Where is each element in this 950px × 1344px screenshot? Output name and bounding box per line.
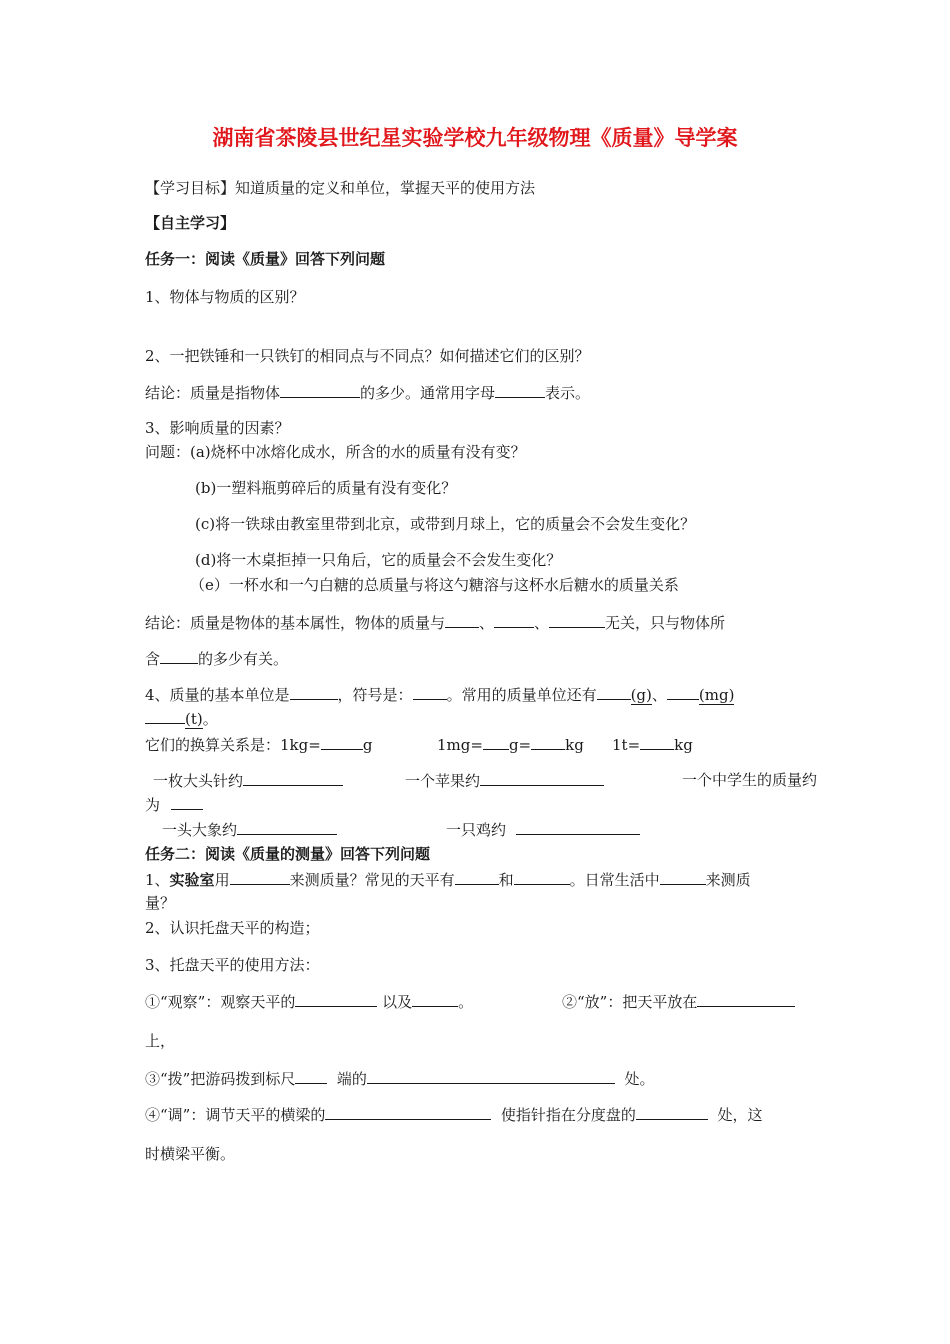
question-b: (b)一塑料瓶剪碎后的质量有没有变化？ — [195, 479, 457, 497]
step-text: 处，这 — [717, 1106, 763, 1124]
task1-question-2: 2、一把铁锤和一只铁钉的相同点与不同点？如何描述它们的区别？ — [145, 347, 590, 365]
blank-field[interactable] — [667, 684, 699, 700]
conversion-unit: kg — [674, 736, 693, 754]
estimate-student-cont — [145, 794, 203, 815]
question-text: 用 — [214, 871, 230, 889]
blank-field[interactable] — [636, 1104, 708, 1120]
separator: 、 — [479, 614, 495, 632]
conversion-unit: g — [362, 736, 373, 754]
blank-field[interactable] — [160, 648, 198, 664]
blank-field[interactable] — [413, 684, 447, 700]
step-text: 使指针指在分度盘的 — [500, 1106, 636, 1124]
blank-field[interactable] — [290, 684, 338, 700]
blank-field[interactable] — [445, 612, 479, 628]
estimate-chicken — [446, 819, 640, 840]
task2-question-1 — [145, 869, 751, 890]
blank-field[interactable] — [295, 1068, 327, 1084]
conclusion-2 — [145, 612, 725, 633]
blank-field[interactable] — [412, 991, 458, 1007]
estimate-text: 一个苹果约 — [405, 772, 481, 790]
step-text: ④“调”：调节天平的横梁的 — [145, 1106, 326, 1124]
estimate-text: 一枚大头针约 — [153, 772, 244, 790]
self-study-heading: 【自主学习】 — [145, 214, 236, 232]
estimate-elephant — [162, 819, 337, 840]
step-slide — [145, 1068, 654, 1089]
conclusion-2-text: 结论：质量是物体的基本属性，物体的质量与 — [145, 614, 446, 632]
task2-heading: 任务二：阅读《质量的测量》回答下列问题 — [145, 845, 431, 863]
blank-field[interactable] — [455, 869, 499, 885]
conversion-1t — [612, 734, 693, 755]
conversion-text: 它们的换算关系是：1kg= — [145, 736, 321, 754]
blank-field[interactable] — [321, 734, 363, 750]
question-c: (c)将一铁球由教室里带到北京，或带到月球上，它的质量会不会发生变化？ — [195, 515, 696, 533]
blank-field[interactable] — [495, 382, 545, 398]
blank-field[interactable] — [243, 770, 343, 786]
conversion-text: g= — [508, 736, 532, 754]
task1-question-4 — [145, 684, 734, 705]
question-4-text: 。 — [202, 710, 218, 728]
step-text: ①“观察”：观察天平的 — [145, 993, 296, 1011]
conversion-1kg — [145, 734, 372, 755]
task1-question-4-cont — [145, 708, 218, 729]
blank-field[interactable] — [230, 869, 290, 885]
task2-question-3: 3、托盘天平的使用方法： — [145, 956, 320, 974]
question-4-text: ，符号是： — [337, 686, 413, 704]
conclusion-2-cont — [145, 648, 288, 669]
conclusion-2-text: 的多少有关。 — [198, 650, 289, 668]
estimate-text: 为 — [145, 796, 161, 814]
estimate-pin — [153, 770, 343, 791]
blank-field[interactable] — [145, 708, 185, 724]
step-adjust — [145, 1104, 762, 1125]
question-text: 来测质量？常见的天平有 — [289, 871, 455, 889]
estimate-text: 一只鸡约 — [446, 821, 507, 839]
unit-g: (g) — [630, 686, 652, 704]
conversion-text: 1t= — [612, 736, 641, 754]
question-4-text: 4、质量的基本单位是 — [145, 686, 290, 704]
learning-goal — [145, 178, 535, 198]
blank-field[interactable] — [640, 734, 674, 750]
conclusion-1-text: 结论：质量是指物体 — [145, 384, 281, 402]
conversion-1mg — [437, 734, 584, 755]
conclusion-1-text: 的多少。通常用字母 — [360, 384, 496, 402]
separator: 、 — [651, 686, 667, 704]
blank-field[interactable] — [237, 819, 337, 835]
conclusion-2-text: 无关，只与物体所 — [605, 614, 726, 632]
blank-field[interactable] — [549, 612, 605, 628]
question-4-text: 。常用的质量单位还有 — [446, 686, 597, 704]
blank-field[interactable] — [483, 734, 509, 750]
blank-field[interactable] — [325, 1104, 491, 1120]
step-text: ②“放”：把天平放在 — [562, 993, 698, 1011]
separator: 、 — [534, 614, 550, 632]
task2-question-2: 2、认识托盘天平的构造； — [145, 919, 320, 937]
lab-term: 实验室 — [169, 871, 215, 889]
conversion-unit: kg — [565, 736, 584, 754]
conclusion-2-text: 含 — [145, 650, 161, 668]
blank-field[interactable] — [516, 819, 640, 835]
step-place-cont: 上， — [145, 1032, 176, 1050]
question-text: 来测质 — [705, 871, 751, 889]
step-adjust-cont: 时横梁平衡。 — [145, 1145, 236, 1163]
blank-field[interactable] — [367, 1068, 615, 1084]
blank-field[interactable] — [660, 869, 706, 885]
question-text: 。日常生活中 — [569, 871, 660, 889]
blank-field[interactable] — [280, 382, 360, 398]
step-place — [562, 991, 795, 1012]
step-text: 处。 — [624, 1070, 655, 1088]
blank-field[interactable] — [514, 869, 570, 885]
step-text: 。 — [458, 993, 474, 1011]
learning-goal-label: 【学习目标】 — [145, 179, 236, 197]
unit-t: (t) — [185, 710, 203, 728]
step-text: ③“拨”把游码拨到标尺 — [145, 1070, 296, 1088]
blank-field[interactable] — [295, 991, 377, 1007]
blank-field[interactable] — [531, 734, 565, 750]
question-d: (d)将一木桌拒掉一只角后，它的质量会不会发生变化？ — [195, 551, 562, 569]
question-a: 问题：(a)烧杯中冰熔化成水，所含的水的质量有没有变？ — [145, 443, 526, 461]
task1-question-1: 1、物体与物质的区别？ — [145, 288, 305, 306]
question-text: 1、 — [145, 871, 170, 889]
step-text: 端的 — [336, 1070, 367, 1088]
document-title: 湖南省茶陵县世纪星实验学校九年级物理《质量》导学案 — [212, 125, 738, 150]
blank-field[interactable] — [171, 794, 203, 810]
step-observe — [145, 991, 473, 1012]
step-text: 以及 — [382, 993, 413, 1011]
task1-heading: 任务一：阅读《质量》回答下列问题 — [145, 250, 386, 268]
estimate-apple — [405, 770, 604, 791]
estimate-text: 一头大象约 — [162, 821, 238, 839]
estimate-student: 一个中学生的质量约 — [682, 771, 818, 789]
task2-question-1-cont: 量？ — [145, 894, 176, 912]
conclusion-1 — [145, 382, 590, 403]
blank-field[interactable] — [480, 770, 604, 786]
question-text: 和 — [498, 871, 514, 889]
conclusion-1-text: 表示。 — [545, 384, 591, 402]
blank-field[interactable] — [697, 991, 795, 1007]
learning-goal-text: 知道质量的定义和单位，掌握天平的使用方法 — [235, 179, 536, 197]
task1-question-3: 3、影响质量的因素？ — [145, 419, 290, 437]
blank-field[interactable] — [494, 612, 534, 628]
unit-mg: (mg) — [698, 686, 735, 704]
question-e: （e）一杯水和一勺白糖的总质量与将这勺糖溶与这杯水后糖水的质量关系 — [190, 576, 679, 594]
blank-field[interactable] — [597, 684, 631, 700]
conversion-text: 1mg= — [437, 736, 483, 754]
